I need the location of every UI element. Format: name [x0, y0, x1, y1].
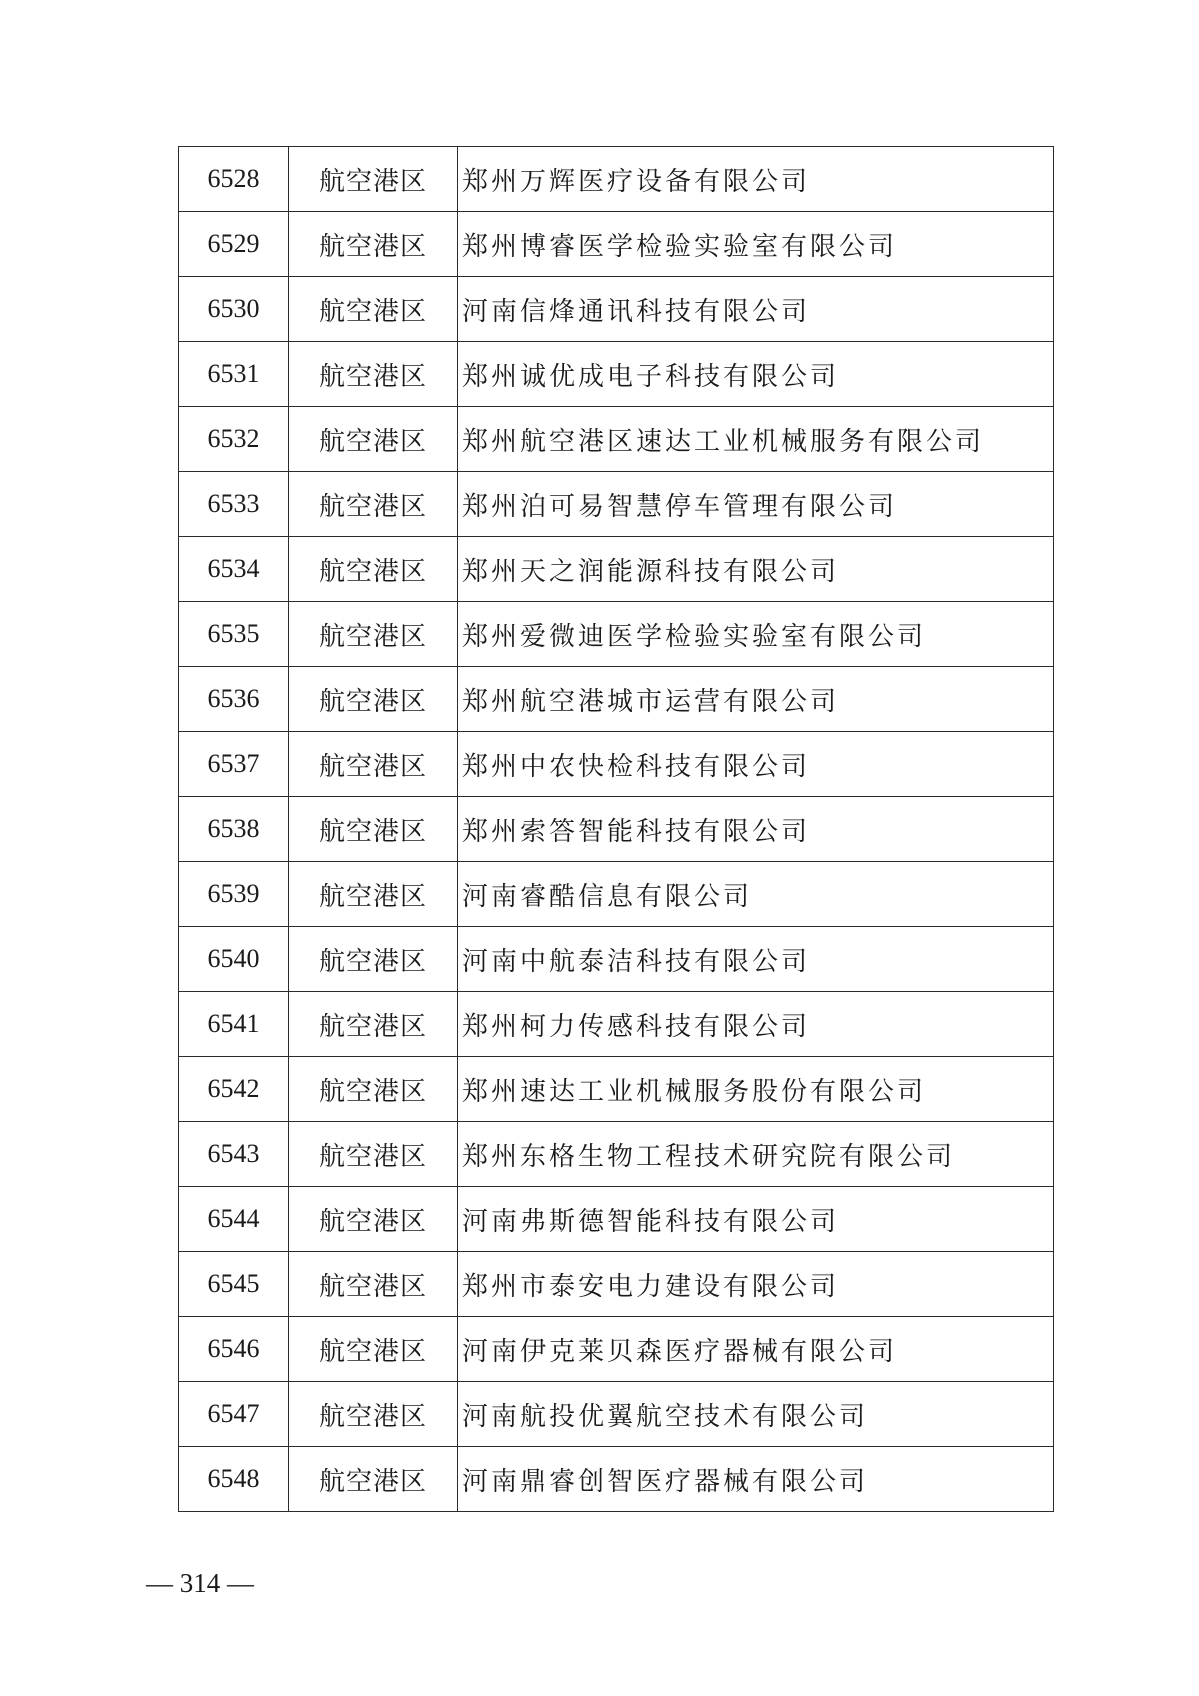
district-cell: 航空港区 — [289, 1382, 458, 1447]
company-name-cell: 河南航投优翼航空技术有限公司 — [458, 1382, 1054, 1447]
row-number-cell: 6548 — [179, 1447, 289, 1512]
company-name-cell: 郑州中农快检科技有限公司 — [458, 732, 1054, 797]
row-number-cell: 6537 — [179, 732, 289, 797]
district-cell: 航空港区 — [289, 602, 458, 667]
table-row — [179, 1382, 1054, 1447]
page-number: — 314 — — [146, 1568, 254, 1598]
table-row — [179, 1447, 1054, 1512]
table-row — [179, 862, 1054, 927]
row-number-cell: 6543 — [179, 1122, 289, 1187]
district-cell: 航空港区 — [289, 797, 458, 862]
table-row — [179, 927, 1054, 992]
row-number-cell: 6547 — [179, 1382, 289, 1447]
district-cell: 航空港区 — [289, 342, 458, 407]
row-number-cell: 6538 — [179, 797, 289, 862]
table-row — [179, 147, 1054, 212]
table-row — [179, 1187, 1054, 1252]
district-cell: 航空港区 — [289, 147, 458, 212]
row-number-cell: 6533 — [179, 472, 289, 537]
table-row — [179, 667, 1054, 732]
table-row — [179, 602, 1054, 667]
company-name-cell: 郑州市泰安电力建设有限公司 — [458, 1252, 1054, 1317]
district-cell: 航空港区 — [289, 1057, 458, 1122]
table-row — [179, 1057, 1054, 1122]
table-row — [179, 537, 1054, 602]
company-name-cell: 郑州航空港区速达工业机械服务有限公司 — [458, 407, 1054, 472]
district-cell: 航空港区 — [289, 407, 458, 472]
row-number-cell: 6540 — [179, 927, 289, 992]
row-number-cell: 6535 — [179, 602, 289, 667]
table-row — [179, 342, 1054, 407]
table-row — [179, 1317, 1054, 1382]
district-cell: 航空港区 — [289, 862, 458, 927]
district-cell: 航空港区 — [289, 472, 458, 537]
company-name-cell: 郑州柯力传感科技有限公司 — [458, 992, 1054, 1057]
district-cell: 航空港区 — [289, 277, 458, 342]
district-cell: 航空港区 — [289, 1317, 458, 1382]
company-name-cell: 河南睿酷信息有限公司 — [458, 862, 1054, 927]
district-cell: 航空港区 — [289, 537, 458, 602]
row-number-cell: 6529 — [179, 212, 289, 277]
company-name-cell: 郑州航空港城市运营有限公司 — [458, 667, 1054, 732]
table-row — [179, 797, 1054, 862]
company-name-cell: 郑州索答智能科技有限公司 — [458, 797, 1054, 862]
district-cell: 航空港区 — [289, 1122, 458, 1187]
row-number-cell: 6528 — [179, 147, 289, 212]
company-name-cell: 郑州博睿医学检验实验室有限公司 — [458, 212, 1054, 277]
company-list-body — [179, 147, 1054, 1512]
district-cell: 航空港区 — [289, 992, 458, 1057]
company-name-cell: 郑州诚优成电子科技有限公司 — [458, 342, 1054, 407]
table-row — [179, 472, 1054, 537]
table-row — [179, 992, 1054, 1057]
district-cell: 航空港区 — [289, 1447, 458, 1512]
row-number-cell: 6539 — [179, 862, 289, 927]
company-name-cell: 河南中航泰洁科技有限公司 — [458, 927, 1054, 992]
district-cell: 航空港区 — [289, 212, 458, 277]
row-number-cell: 6541 — [179, 992, 289, 1057]
row-number-cell: 6534 — [179, 537, 289, 602]
row-number-cell: 6531 — [179, 342, 289, 407]
district-cell: 航空港区 — [289, 1252, 458, 1317]
company-name-cell: 郑州东格生物工程技术研究院有限公司 — [458, 1122, 1054, 1187]
row-number-cell: 6532 — [179, 407, 289, 472]
company-name-cell: 郑州天之润能源科技有限公司 — [458, 537, 1054, 602]
table-row — [179, 732, 1054, 797]
row-number-cell: 6530 — [179, 277, 289, 342]
row-number-cell: 6536 — [179, 667, 289, 732]
row-number-cell: 6546 — [179, 1317, 289, 1382]
company-name-cell: 河南伊克莱贝森医疗器械有限公司 — [458, 1317, 1054, 1382]
district-cell: 航空港区 — [289, 1187, 458, 1252]
row-number-cell: 6542 — [179, 1057, 289, 1122]
company-name-cell: 郑州爱微迪医学检验实验室有限公司 — [458, 602, 1054, 667]
table-row — [179, 1252, 1054, 1317]
company-name-cell: 河南鼎睿创智医疗器械有限公司 — [458, 1447, 1054, 1512]
row-number-cell: 6545 — [179, 1252, 289, 1317]
company-name-cell: 郑州万辉医疗设备有限公司 — [458, 147, 1054, 212]
row-number-cell: 6544 — [179, 1187, 289, 1252]
district-cell: 航空港区 — [289, 732, 458, 797]
table-row — [179, 1122, 1054, 1187]
district-cell: 航空港区 — [289, 927, 458, 992]
company-name-cell: 郑州泊可易智慧停车管理有限公司 — [458, 472, 1054, 537]
district-cell: 航空港区 — [289, 667, 458, 732]
company-name-cell: 郑州速达工业机械服务股份有限公司 — [458, 1057, 1054, 1122]
company-list-table — [178, 146, 1054, 1512]
company-name-cell: 河南信烽通讯科技有限公司 — [458, 277, 1054, 342]
company-name-cell: 河南弗斯德智能科技有限公司 — [458, 1187, 1054, 1252]
table-row — [179, 407, 1054, 472]
table-row — [179, 277, 1054, 342]
table-row — [179, 212, 1054, 277]
